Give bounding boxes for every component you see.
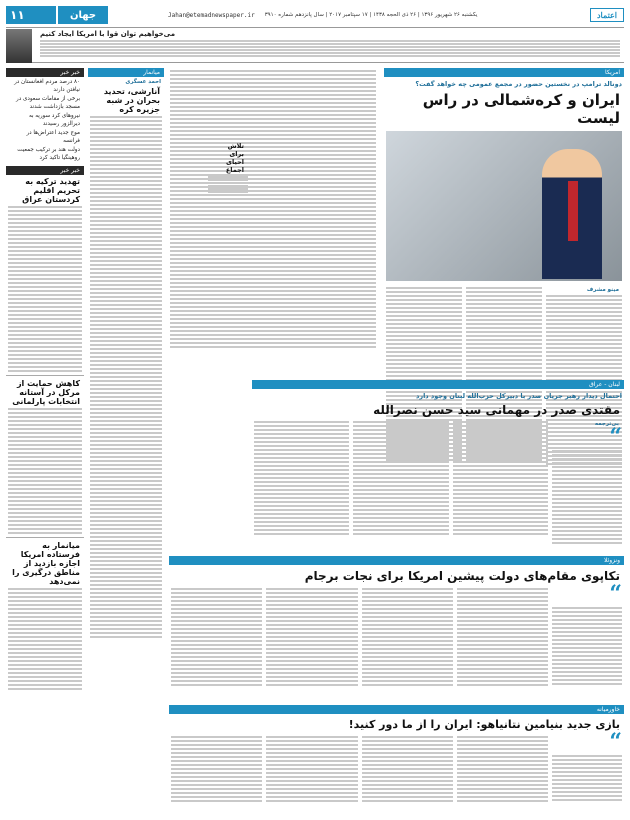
brief-item: دولت هند بر ترکیب جمعیت روهینگیا تاکید کرد [17, 147, 80, 161]
lead-section-band: امریکا [384, 68, 624, 77]
lead-headline: ایران و کره‌شمالی در راس لیست [422, 91, 620, 127]
briefs-band: خبر خبر [6, 68, 84, 77]
lebanon-headline: مقتدی صدر در مهمانی سید حسن نصرالله [373, 403, 620, 417]
quote-mark-icon: “ [609, 424, 622, 450]
korea-column [88, 68, 164, 698]
trump-photo [386, 131, 622, 281]
dateline: یکشنبه ۲۶ شهریور ۱۳۹۶ | ۲۶ ذی الحجه ۱۴۳۸ | ۱۷ سپتامبر ۲۰۱۷ | سال پانزدهم شماره ۳۹۱۰ [264, 12, 478, 18]
myanmar-headline: میانمار به فرستاده امریکا اجازه بازدید از مناطق درگیری را نمی‌دهد [12, 541, 80, 587]
news-briefs-column [6, 68, 84, 813]
kurdistan-band: خبر خبر [6, 166, 84, 175]
netanyahu-story [169, 705, 624, 815]
barjam-section-band: ونزوئلا [169, 556, 624, 565]
newspaper-logo: اعتماد [590, 8, 624, 22]
netanyahu-section-band: خاورمیانه [169, 705, 624, 714]
brief-item: نیروهای کرد سوریه به دیرالزور رسیدند [28, 113, 80, 127]
lead-kicker: دونالد ترامپ در نخستین حضور در مجمع عمومی چه خواهد گفت؟ [415, 80, 622, 88]
korea-headline: آنارشی، تحدید بحران در شبه جزیره کره [103, 87, 160, 114]
top-story-body [36, 28, 624, 62]
masthead [6, 6, 624, 24]
barjam-story [169, 556, 624, 701]
section-label: جهان [58, 6, 108, 24]
merkel-headline: کاهش حمایت از مرکل در آستانه انتخابات پارلمانی [12, 379, 80, 407]
barjam-headline: تکاپوی مقام‌های دولت پیشین امریکا برای نجات برجام [304, 569, 620, 583]
brief-item: موج جدید اعتراض‌ها در فرانسه [26, 130, 80, 144]
brief-item: ۸۰ درصد مردم افغانستان در نیافتن دارند [14, 79, 80, 93]
netanyahu-headline: بازی جدید بنیامین نتانیاهو: ایران را از ما دور کنید! [348, 718, 620, 731]
lebanon-kicker: احتمال دیدار رهبر جریان صدر با دبیرکل حزب‌الله لبنان وجود دارد [416, 392, 622, 400]
top-story-title: می‌خواهیم توان قوا با امریکا ایجاد کنیم [40, 30, 176, 38]
quote-mark-icon: “ [609, 729, 622, 755]
lead-continuation [168, 68, 378, 368]
lebanon-story [252, 380, 624, 550]
top-story-text [40, 40, 620, 57]
lebanon-section-band: لبنان - عراق [252, 380, 624, 389]
korea-section-band: میانمار [88, 68, 164, 77]
korea-byline: احمد عسگری [125, 79, 161, 85]
brief-item: برخی از مقامات سعودی در مسجد بازداشت شدند [16, 96, 80, 110]
kurdistan-headline: تهدید ترکیه به تحریم اقلیم کردستان عراق [22, 177, 80, 205]
quote-mark-icon: “ [609, 581, 622, 607]
lebanon-byline: بی‌ترجمه [594, 421, 619, 427]
lead-byline: مینو مشرف [586, 287, 619, 293]
contact-email: Jahan@etemadnewspaper.ir [168, 11, 255, 19]
lebanon-sidebar [552, 419, 622, 546]
red-tie [568, 181, 578, 241]
portrait-photo [6, 29, 32, 63]
top-story [6, 27, 624, 63]
side-brief [208, 140, 248, 230]
page-number: ۱۱ [6, 6, 56, 24]
side-brief-title: تلاش برای احیای اجماع [225, 142, 244, 174]
